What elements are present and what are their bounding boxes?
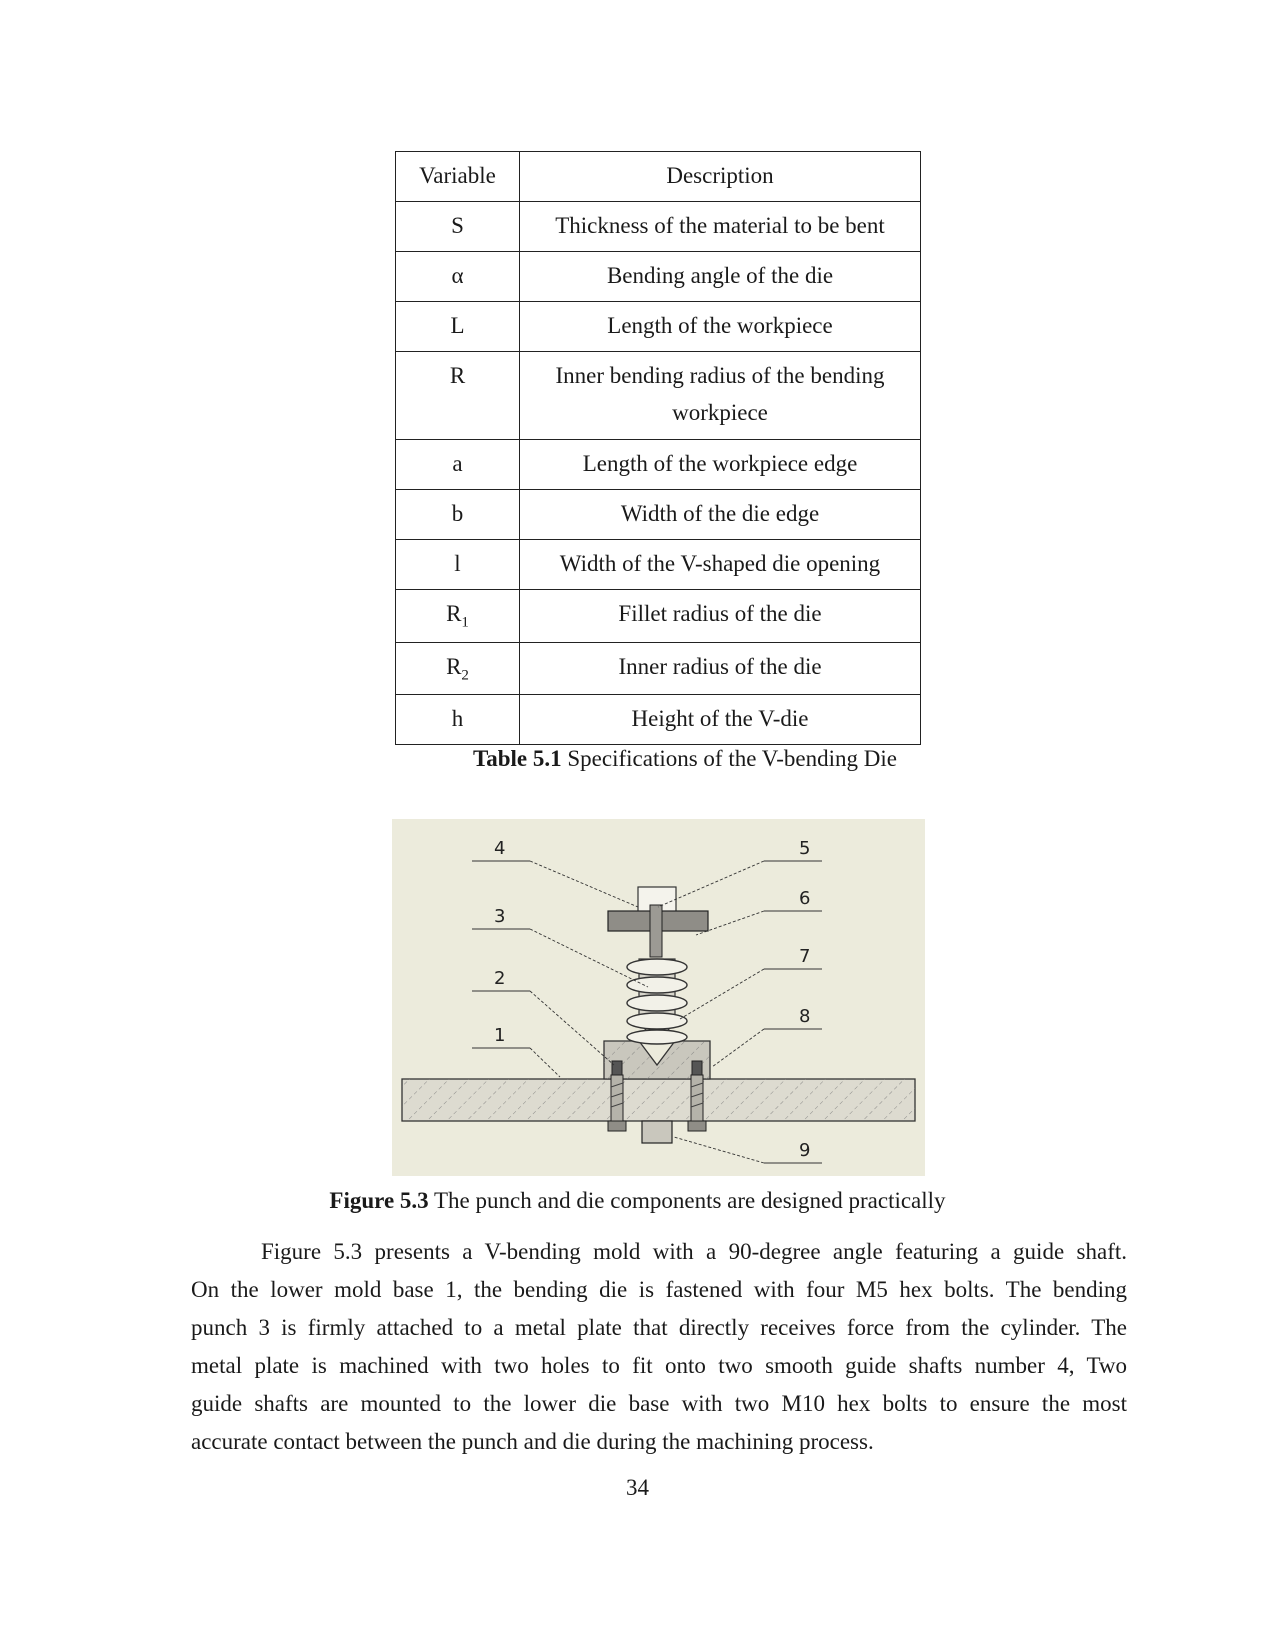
- plate-bolt: [650, 905, 662, 957]
- callout-8: 8: [799, 1006, 811, 1027]
- description-cell: Length of the workpiece edge: [520, 440, 921, 490]
- table-row: [396, 440, 921, 490]
- variable-cell: α: [396, 252, 520, 302]
- callout-4: 4: [494, 838, 506, 859]
- lower-mold-base: [402, 1079, 915, 1121]
- description-cell: Thickness of the material to be bent: [520, 202, 921, 252]
- paragraph-line: On the lower mold base 1, the bending die is fastened with four M5 hex bolts. The bending: [191, 1277, 1127, 1302]
- paragraph-line: punch 3 is firmly attached to a metal plate that directly receives force from the cylinder. The: [191, 1315, 1127, 1340]
- description-cell: Inner radius of the die: [520, 642, 921, 695]
- callout-7: 7: [799, 946, 811, 967]
- variable-cell: a: [396, 440, 520, 490]
- bottom-shaft: [642, 1121, 672, 1143]
- table-row: [396, 352, 921, 440]
- variable-cell: S: [396, 202, 520, 252]
- header-description: Description: [520, 152, 921, 202]
- callout-2: 2: [494, 968, 506, 989]
- callout-5: 5: [799, 838, 811, 859]
- description-cell: Inner bending radius of the bending workpiece: [520, 352, 921, 440]
- description-cell: Bending angle of the die: [520, 252, 921, 302]
- punch-die-figure: [392, 819, 925, 1176]
- table-row: [396, 642, 921, 695]
- variable-cell: l: [396, 540, 520, 590]
- description-cell: Fillet radius of the die: [520, 590, 921, 643]
- callout-1: 1: [494, 1025, 506, 1046]
- description-cell: Height of the V-die: [520, 695, 921, 745]
- header-variable: Variable: [396, 152, 520, 202]
- paragraph-line: accurate contact between the punch and die during the machining process.: [191, 1429, 874, 1454]
- body-paragraph: [191, 1233, 1127, 1461]
- callout-3: 3: [494, 906, 506, 927]
- variable-cell: b: [396, 490, 520, 540]
- callout-9: 9: [799, 1140, 811, 1161]
- description-cell: Width of the die edge: [520, 490, 921, 540]
- callout-6: 6: [799, 888, 811, 909]
- page-number: 34: [626, 1475, 649, 1500]
- paragraph-line: guide shafts are mounted to the lower die base with two M10 hex bolts to ensure the most: [191, 1391, 1127, 1416]
- punch-die-drawing: [392, 819, 925, 1176]
- description-cell: Width of the V-shaped die opening: [520, 540, 921, 590]
- variable-cell: $R_1$: [396, 590, 520, 643]
- table-row: [396, 590, 921, 643]
- variable-cell: R: [396, 352, 520, 440]
- table-header-row: [396, 152, 921, 202]
- table-caption: Table 5.1 Specifications of the V-bending Die: [473, 746, 897, 771]
- table-row: [396, 540, 921, 590]
- table-row: [396, 252, 921, 302]
- figure-caption: Figure 5.3 The punch and die components are designed practically: [329, 1188, 946, 1213]
- table-row: [396, 695, 921, 745]
- paragraph-line: Figure 5.3 presents a V-bending mold with a 90-degree angle featuring a guide shaft.: [261, 1239, 1127, 1264]
- variable-cell: $R_2$: [396, 642, 520, 695]
- spec-table: [395, 151, 921, 745]
- paragraph-line: metal plate is machined with two holes to fit onto two smooth guide shafts number 4, Two: [191, 1353, 1127, 1378]
- table-row: [396, 302, 921, 352]
- table-row: [396, 490, 921, 540]
- description-cell: Length of the workpiece: [520, 302, 921, 352]
- variable-cell: h: [396, 695, 520, 745]
- table-row: [396, 202, 921, 252]
- variable-cell: L: [396, 302, 520, 352]
